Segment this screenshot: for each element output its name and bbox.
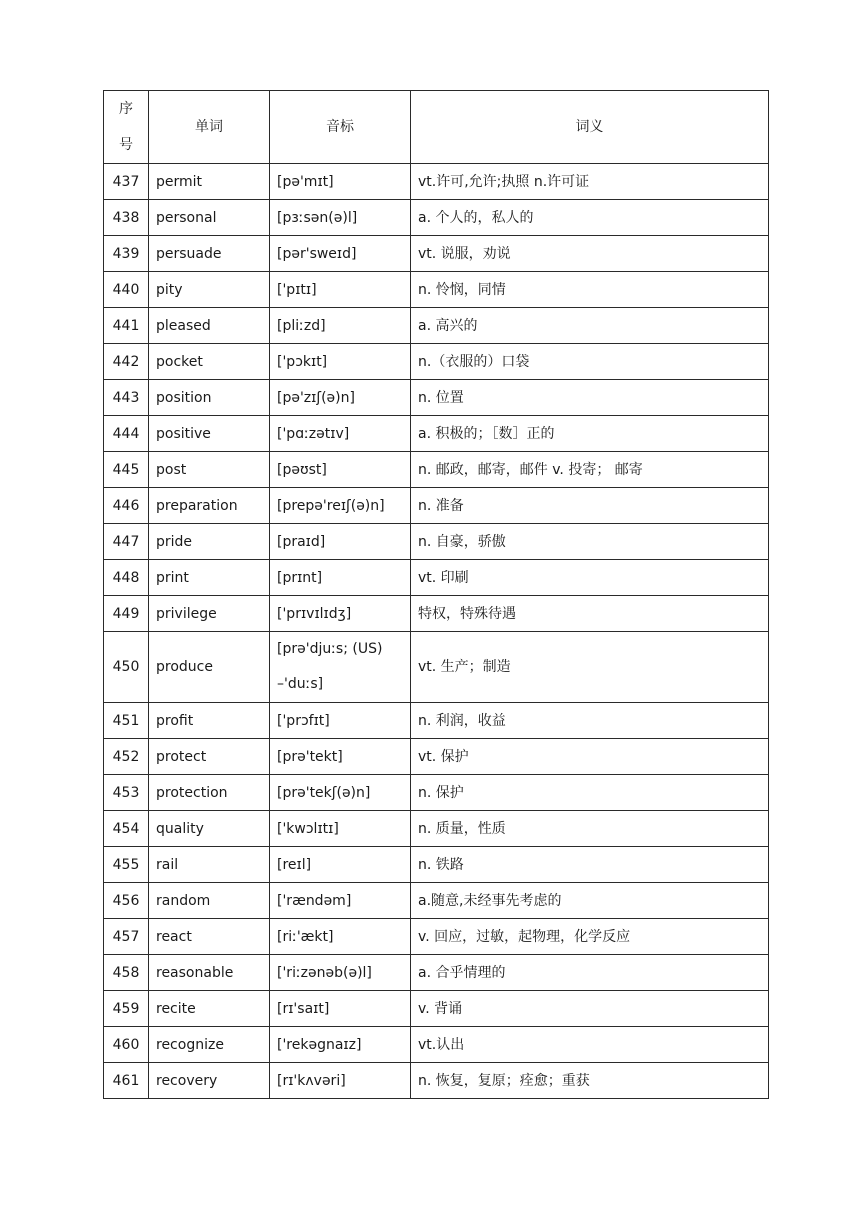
row-number-cell: 459 <box>104 991 149 1027</box>
phonetic-cell: [pər'sweɪd] <box>270 236 411 272</box>
word-cell: react <box>149 919 270 955</box>
table-row <box>104 739 769 775</box>
vocabulary-table <box>103 90 769 1099</box>
word-cell: protect <box>149 739 270 775</box>
header-word: 单词 <box>149 91 270 164</box>
phonetic-cell: ['rændəm] <box>270 883 411 919</box>
meaning-cell: vt. 保护 <box>411 739 769 775</box>
meaning-cell: n. 保护 <box>411 775 769 811</box>
phonetic-cell: [riː'ækt] <box>270 919 411 955</box>
row-number-cell: 460 <box>104 1027 149 1063</box>
table-row <box>104 380 769 416</box>
meaning-cell: a. 积极的；［数］正的 <box>411 416 769 452</box>
meaning-cell: a. 高兴的 <box>411 308 769 344</box>
header-meaning: 词义 <box>411 91 769 164</box>
table-row <box>104 344 769 380</box>
table-row <box>104 955 769 991</box>
table-row <box>104 632 769 703</box>
row-number-cell: 449 <box>104 596 149 632</box>
table-row <box>104 775 769 811</box>
word-cell: quality <box>149 811 270 847</box>
table-row <box>104 416 769 452</box>
phonetic-cell: [pəʊst] <box>270 452 411 488</box>
meaning-cell: vt.许可,允许;执照 n.许可证 <box>411 164 769 200</box>
row-number-cell: 445 <box>104 452 149 488</box>
phonetic-cell: ['pɔkɪt] <box>270 344 411 380</box>
table-body <box>104 164 769 1099</box>
phonetic-cell: [prə'tekʃ(ə)n] <box>270 775 411 811</box>
row-number-cell: 439 <box>104 236 149 272</box>
word-cell: print <box>149 560 270 596</box>
row-number-cell: 453 <box>104 775 149 811</box>
word-cell: persuade <box>149 236 270 272</box>
table-row <box>104 1063 769 1099</box>
table-row <box>104 236 769 272</box>
word-cell: recognize <box>149 1027 270 1063</box>
table-row <box>104 596 769 632</box>
header-number-line2: 号 <box>119 137 133 153</box>
row-number-cell: 455 <box>104 847 149 883</box>
meaning-cell: v. 回应，过敏，起物理，化学反应 <box>411 919 769 955</box>
meaning-cell: n. 铁路 <box>411 847 769 883</box>
row-number-cell: 451 <box>104 703 149 739</box>
phonetic-cell: [prə'djuːs; (US) –'duːs] <box>270 632 411 703</box>
word-cell: position <box>149 380 270 416</box>
word-cell: post <box>149 452 270 488</box>
row-number-cell: 458 <box>104 955 149 991</box>
phonetic-cell: ['prɪvɪlɪdʒ] <box>270 596 411 632</box>
word-cell: privilege <box>149 596 270 632</box>
row-number-cell: 446 <box>104 488 149 524</box>
phonetic-cell: ['kwɔlɪtɪ] <box>270 811 411 847</box>
phonetic-cell: ['prɔfɪt] <box>270 703 411 739</box>
meaning-cell: n. 位置 <box>411 380 769 416</box>
row-number-cell: 437 <box>104 164 149 200</box>
phonetic-cell: [rɪ'saɪt] <box>270 991 411 1027</box>
meaning-cell: n. 质量，性质 <box>411 811 769 847</box>
phonetic-cell: ['riːzənəb(ə)l] <box>270 955 411 991</box>
row-number-cell: 438 <box>104 200 149 236</box>
meaning-cell: vt. 说服，劝说 <box>411 236 769 272</box>
table-row <box>104 919 769 955</box>
table-row <box>104 811 769 847</box>
word-cell: pocket <box>149 344 270 380</box>
row-number-cell: 450 <box>104 632 149 703</box>
table-row <box>104 524 769 560</box>
row-number-cell: 447 <box>104 524 149 560</box>
header-number-line1: 序 <box>119 101 133 117</box>
table-row <box>104 883 769 919</box>
header-row <box>104 91 769 164</box>
phonetic-cell: [pə'zɪʃ(ə)n] <box>270 380 411 416</box>
meaning-cell: n. 恢复，复原；痊愈；重获 <box>411 1063 769 1099</box>
table-row <box>104 991 769 1027</box>
phonetic-cell: [reɪl] <box>270 847 411 883</box>
meaning-cell: vt. 印刷 <box>411 560 769 596</box>
meaning-cell: n. 自豪，骄傲 <box>411 524 769 560</box>
meaning-cell: vt. 生产；制造 <box>411 632 769 703</box>
phonetic-cell: ['rekəgnaɪz] <box>270 1027 411 1063</box>
row-number-cell: 444 <box>104 416 149 452</box>
header-phonetic: 音标 <box>270 91 411 164</box>
table-row <box>104 560 769 596</box>
phonetic-cell: [prɪnt] <box>270 560 411 596</box>
table-row <box>104 200 769 236</box>
word-cell: protection <box>149 775 270 811</box>
phonetic-cell: [prepə'reɪʃ(ə)n] <box>270 488 411 524</box>
phonetic-cell: [praɪd] <box>270 524 411 560</box>
phonetic-cell: ['pɪtɪ] <box>270 272 411 308</box>
table-row <box>104 272 769 308</box>
word-cell: preparation <box>149 488 270 524</box>
table-header <box>104 91 769 164</box>
word-cell: personal <box>149 200 270 236</box>
row-number-cell: 454 <box>104 811 149 847</box>
phonetic-cell: [rɪ'kʌvəri] <box>270 1063 411 1099</box>
meaning-cell: n. 邮政，邮寄，邮件 v. 投寄； 邮寄 <box>411 452 769 488</box>
table-row <box>104 847 769 883</box>
word-cell: produce <box>149 632 270 703</box>
word-cell: positive <box>149 416 270 452</box>
header-number <box>104 91 149 164</box>
meaning-cell: v. 背诵 <box>411 991 769 1027</box>
meaning-cell: 特权，特殊待遇 <box>411 596 769 632</box>
row-number-cell: 452 <box>104 739 149 775</box>
word-cell: profit <box>149 703 270 739</box>
row-number-cell: 461 <box>104 1063 149 1099</box>
meaning-cell: a. 合乎情理的 <box>411 955 769 991</box>
row-number-cell: 456 <box>104 883 149 919</box>
meaning-cell: vt.认出 <box>411 1027 769 1063</box>
table-row <box>104 1027 769 1063</box>
word-cell: pity <box>149 272 270 308</box>
table-row <box>104 703 769 739</box>
phonetic-cell: [pliːzd] <box>270 308 411 344</box>
row-number-cell: 443 <box>104 380 149 416</box>
row-number-cell: 457 <box>104 919 149 955</box>
phonetic-cell: [pɜːsən(ə)l] <box>270 200 411 236</box>
phonetic-cell: [pə'mɪt] <box>270 164 411 200</box>
word-cell: random <box>149 883 270 919</box>
meaning-cell: n. 准备 <box>411 488 769 524</box>
table-row <box>104 308 769 344</box>
word-cell: reasonable <box>149 955 270 991</box>
meaning-cell: a. 个人的，私人的 <box>411 200 769 236</box>
meaning-cell: a.随意,未经事先考虑的 <box>411 883 769 919</box>
word-cell: rail <box>149 847 270 883</box>
row-number-cell: 440 <box>104 272 149 308</box>
phonetic-cell: [prə'tekt] <box>270 739 411 775</box>
phonetic-cell: ['pɑːzətɪv] <box>270 416 411 452</box>
meaning-cell: n.（衣服的）口袋 <box>411 344 769 380</box>
table-row <box>104 488 769 524</box>
row-number-cell: 442 <box>104 344 149 380</box>
table-row <box>104 164 769 200</box>
word-cell: recite <box>149 991 270 1027</box>
row-number-cell: 448 <box>104 560 149 596</box>
meaning-cell: n. 怜悯，同情 <box>411 272 769 308</box>
table-row <box>104 452 769 488</box>
row-number-cell: 441 <box>104 308 149 344</box>
word-cell: pleased <box>149 308 270 344</box>
word-cell: pride <box>149 524 270 560</box>
word-cell: permit <box>149 164 270 200</box>
meaning-cell: n. 利润，收益 <box>411 703 769 739</box>
word-cell: recovery <box>149 1063 270 1099</box>
